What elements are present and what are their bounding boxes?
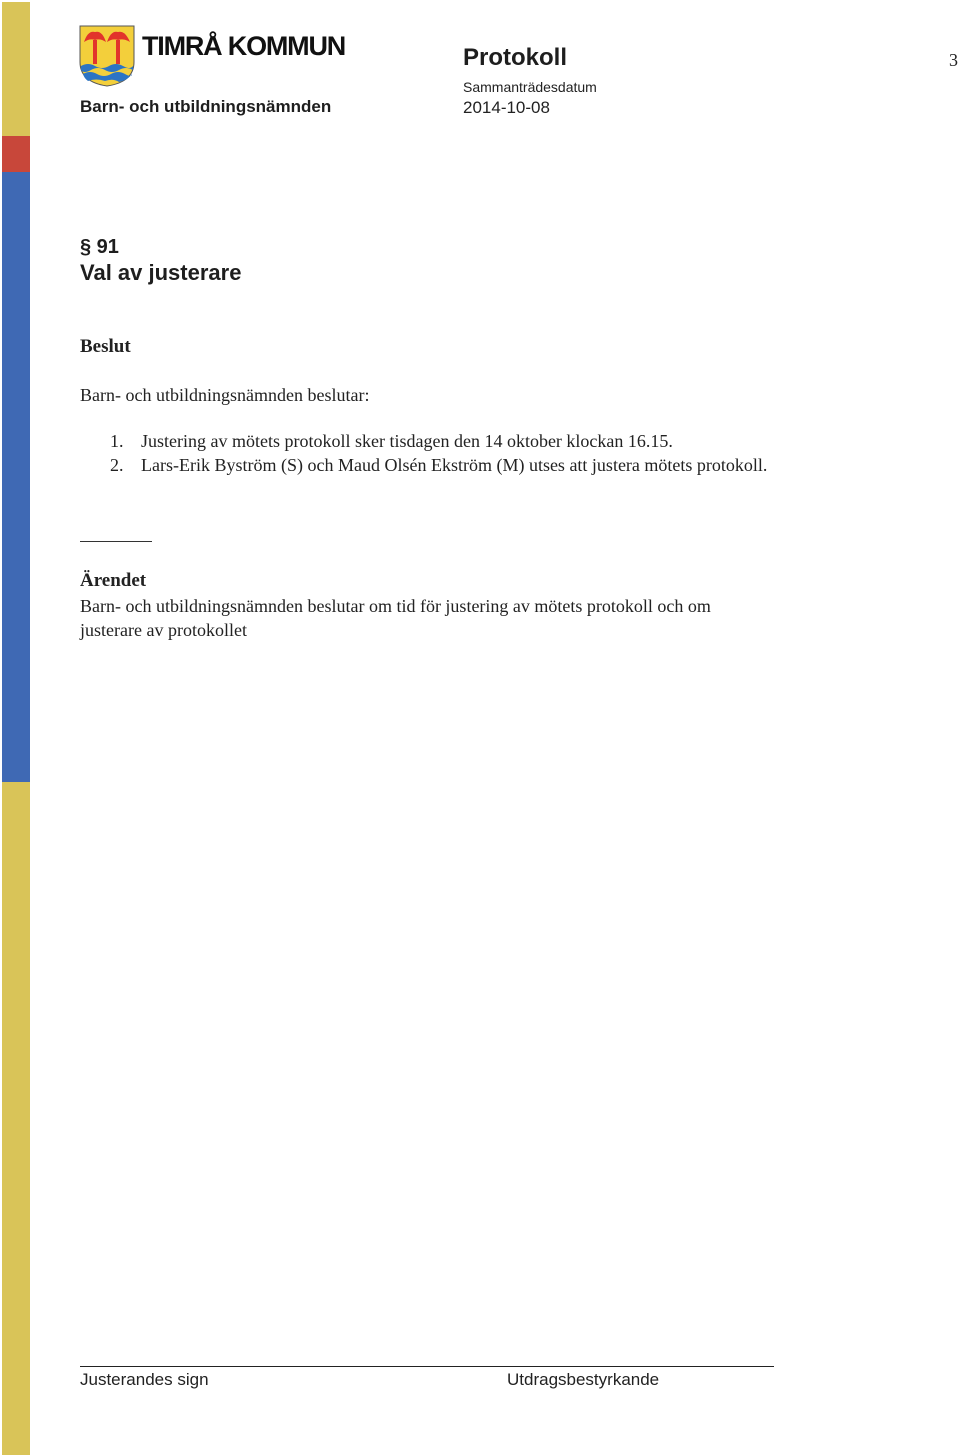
municipal-coat-of-arms-icon: [78, 24, 136, 88]
footer-divider: [80, 1366, 774, 1367]
side-stripe-blue: [2, 172, 30, 782]
decision-list: [80, 429, 780, 477]
certification-label: Utdragsbestyrkande: [507, 1370, 660, 1389]
decision-item-number: 1.: [110, 431, 124, 451]
decision-item-text: Lars-Erik Byström (S) och Maud Olsén Ekström (M) utses att justera mötets protokoll.: [141, 455, 768, 475]
matter-text: Barn- och utbildningsnämnden beslutar om tid för justering av mötets protokoll och om justerare av protokollet: [80, 596, 711, 640]
section-title: Val av justerare: [80, 260, 242, 285]
matter-heading: Ärendet: [80, 570, 147, 591]
side-stripe-top: [2, 2, 30, 136]
document-title: Protokoll: [463, 44, 568, 71]
org-name: TIMRÅ KOMMUN: [142, 31, 346, 61]
side-stripe-bottom: [2, 782, 30, 1455]
decision-item-text: Justering av mötets protokoll sker tisdagen den 14 oktober klockan 16.15.: [141, 431, 673, 451]
meeting-date-label: Sammanträdesdatum: [463, 79, 597, 95]
page-number: 3: [949, 50, 958, 70]
signature-label: Justerandes sign: [80, 1370, 209, 1389]
meeting-date: 2014-10-08: [463, 98, 550, 117]
decision-item-number: 2.: [110, 455, 124, 475]
side-stripe-red: [2, 136, 30, 172]
decision-item: [80, 453, 780, 477]
decision-intro: Barn- och utbildningsnämnden beslutar:: [80, 385, 370, 405]
decision-heading: Beslut: [80, 336, 131, 357]
committee-name: Barn- och utbildningsnämnden: [80, 97, 332, 116]
section-divider: [80, 541, 152, 542]
section-number: § 91: [80, 236, 119, 258]
decision-item: [80, 429, 780, 453]
